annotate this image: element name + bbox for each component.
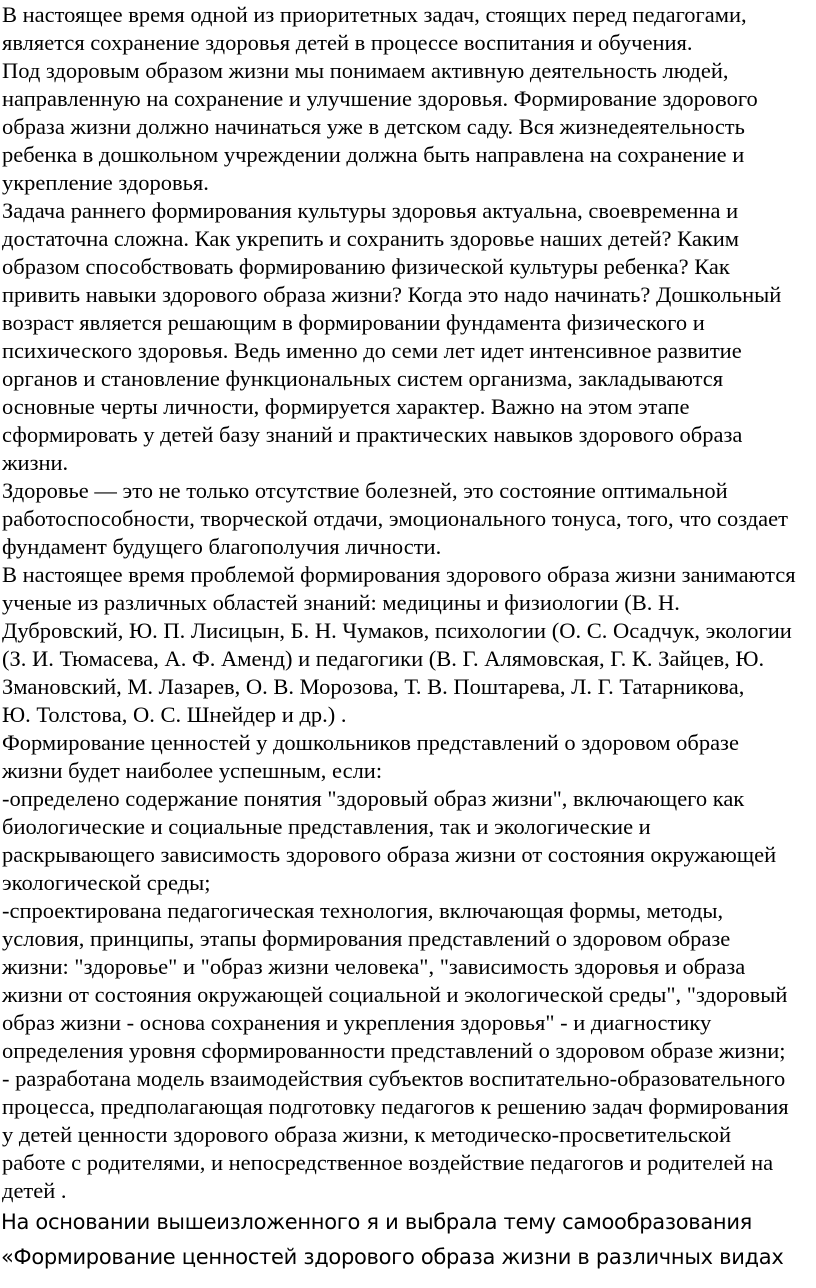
text-line: достаточна сложна. Как укрепить и сохранить здоровье наших детей? Каким: [2, 226, 740, 251]
text-line: условия, принципы, этапы формирования представлений о здоровом образе: [2, 926, 731, 951]
text-line: работе с родителями, и непосредственное воздействие педагогов и родителей на: [2, 1150, 774, 1175]
text-line: привить навыки здорового образа жизни? Когда это надо начинать? Дошкольный: [2, 282, 782, 307]
text-line: биологические и социальные представления, так и экологические и: [2, 814, 651, 839]
text-line: определения уровня сформированности представлений о здоровом образе жизни;: [2, 1038, 786, 1063]
text-line: образа жизни должно начинаться уже в детском саду. Вся жизнедеятельность: [2, 114, 745, 139]
text-line: жизни от состояния окружающей социальной и экологической среды", "здоровый: [2, 982, 788, 1007]
text-line: жизни: "здоровье" и "образ жизни человека", "зависимость здоровья и образа: [2, 954, 746, 979]
text-line: На основании вышеизложенного я и выбрала тему самообразования: [1, 1210, 753, 1234]
text-line: работоспособности, творческой отдачи, эмоционального тонуса, того, что создает: [2, 506, 788, 531]
text-line: процесса, предполагающая подготовку педагогов к решению задач формирования: [2, 1094, 789, 1119]
text-line: Задача раннего формирования культуры здоровья актуальна, своевременна и: [2, 198, 739, 223]
text-line: Здоровье — это не только отсутствие болезней, это состояние оптимальной: [2, 478, 728, 503]
text-line: направленную на сохранение и улучшение здоровья. Формирование здорового: [2, 86, 758, 111]
text-line: (З. И. Тюмасева, А. Ф. Аменд) и педагогики (В. Г. Алямовская, Г. К. Зайцев, Ю.: [2, 646, 765, 671]
text-line: органов и становление функциональных систем организма, закладываются: [2, 366, 724, 391]
text-line: жизни будет наиболее успешным, если:: [2, 758, 383, 783]
text-line: детей .: [2, 1178, 67, 1203]
text-line: укрепление здоровья.: [2, 170, 209, 195]
text-line: - разработана модель взаимодействия субъектов воспитательно-образовательного: [2, 1066, 786, 1091]
text-line: фундамент будущего благополучия личности.: [2, 534, 442, 559]
text-line: -спроектирована педагогическая технология, включающая формы, методы,: [2, 898, 724, 923]
text-line: сформировать у детей базу знаний и практических навыков здорового образа: [2, 422, 743, 447]
text-line: является сохранение здоровья детей в процессе воспитания и обучения.: [2, 30, 693, 55]
text-line: жизни.: [2, 450, 69, 475]
text-line: Формирование ценностей у дошкольников представлений о здоровом образе: [2, 730, 739, 755]
text-line: Дубровский, Ю. П. Лисицын, Б. Н. Чумаков, психологии (О. С. Осадчук, экологии: [2, 618, 792, 643]
text-line: «Формирование ценностей здорового образа жизни в различных видах: [1, 1245, 784, 1269]
text-line: Ю. Толстова, О. С. Шнейдер и др.) .: [2, 702, 347, 727]
text-line: В настоящее время проблемой формирования здорового образа жизни занимаются: [2, 562, 796, 587]
text-line: психического здоровья. Ведь именно до семи лет идет интенсивное развитие: [2, 338, 742, 363]
text-line: образом способствовать формированию физической культуры ребенка? Как: [2, 254, 730, 279]
text-line: В настоящее время одной из приоритетных задач, стоящих перед педагогами,: [2, 2, 747, 27]
text-line: ученые из различных областей знаний: медицины и физиологии (В. Н.: [2, 590, 680, 615]
text-line: у детей ценности здорового образа жизни, к методическо-просветительской: [2, 1122, 731, 1147]
text-line: образ жизни - основа сохранения и укрепления здоровья" - и диагностику: [2, 1010, 712, 1035]
text-line: ребенка в дошкольном учреждении должна быть направлена на сохранение и: [2, 142, 745, 167]
text-line: Под здоровым образом жизни мы понимаем активную деятельность людей,: [2, 58, 729, 83]
text-line: экологической среды;: [2, 870, 211, 895]
text-line: раскрывающего зависимость здорового образа жизни от состояния окружающей: [2, 842, 777, 867]
text-line: Змановский, М. Лазарев, О. В. Морозова, Т. В. Поштарева, Л. Г. Татарникова,: [2, 674, 745, 699]
text-line: -определено содержание понятия "здоровый образ жизни", включающего как: [2, 786, 745, 811]
text-line: основные черты личности, формируется характер. Важно на этом этапе: [2, 394, 690, 419]
text-line: возраст является решающим в формировании фундамента физического и: [2, 310, 705, 335]
